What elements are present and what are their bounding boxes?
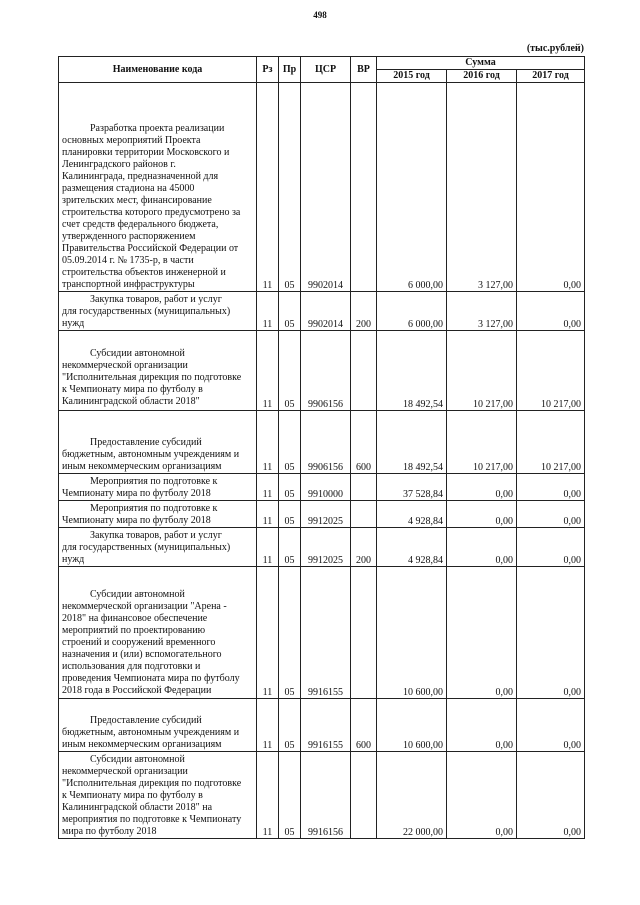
- row-name: [59, 83, 257, 292]
- row-csr: 9916155: [301, 567, 351, 699]
- units-label: (тыс.рублей): [526, 43, 584, 54]
- row-y2015: 10 600,00: [377, 699, 447, 752]
- row-name-line: 2018 года в Российской Федерации: [62, 685, 212, 696]
- header-vr: ВР: [351, 57, 377, 83]
- table-row: [59, 699, 585, 752]
- row-y2015: 37 528,84: [377, 474, 447, 501]
- row-name-line: Закупка товаров, работ и услуг: [90, 530, 222, 541]
- row-pr: 05: [279, 699, 301, 752]
- row-y2017: 0,00: [517, 699, 585, 752]
- header-csr: ЦСР: [301, 57, 351, 83]
- row-y2016: 0,00: [447, 752, 517, 839]
- row-rz: 11: [257, 501, 279, 528]
- row-pr: 05: [279, 292, 301, 331]
- row-y2016: 0,00: [447, 567, 517, 699]
- row-name-line: транспортной инфраструктуры: [62, 279, 195, 290]
- row-name: [59, 699, 257, 752]
- row-csr: 9902014: [301, 292, 351, 331]
- header-name: Наименование кода: [59, 57, 257, 83]
- row-name-line: планировки территории Московского и: [62, 147, 230, 158]
- row-vr: [351, 331, 377, 411]
- row-csr: 9916155: [301, 699, 351, 752]
- row-y2016: 0,00: [447, 501, 517, 528]
- row-name-line: Ленинградского районов г.: [62, 159, 176, 170]
- row-name-line: некоммерческой организации "Арена -: [62, 601, 227, 612]
- row-name: [59, 474, 257, 501]
- row-csr: 9910000: [301, 474, 351, 501]
- row-rz: 11: [257, 474, 279, 501]
- row-pr: 05: [279, 501, 301, 528]
- row-y2015: 10 600,00: [377, 567, 447, 699]
- row-name-line: Чемпионату мира по футболу 2018: [62, 488, 211, 499]
- row-pr: 05: [279, 83, 301, 292]
- header-rz: Рз: [257, 57, 279, 83]
- row-name-line: мероприятия по подготовке к Чемпионату: [62, 814, 242, 825]
- row-pr: 05: [279, 752, 301, 839]
- row-rz: 11: [257, 567, 279, 699]
- row-name: [59, 528, 257, 567]
- row-vr: 600: [351, 411, 377, 474]
- row-name-line: Предоставление субсидий: [90, 437, 202, 448]
- row-y2015: 22 000,00: [377, 752, 447, 839]
- row-y2017: 0,00: [517, 567, 585, 699]
- row-name-line: 05.09.2014 г. № 1735-р, в части: [62, 255, 194, 266]
- row-name: [59, 567, 257, 699]
- row-name-line: бюджетным, автономным учреждениям и: [62, 727, 240, 738]
- table-row: [59, 528, 585, 567]
- row-name-line: Правительства Российской Федерации от: [62, 243, 239, 254]
- row-name: [59, 292, 257, 331]
- table-row: [59, 292, 585, 331]
- row-name-line: нужд: [62, 318, 85, 329]
- row-name-line: к Чемпионату мира по футболу в: [62, 790, 203, 801]
- header-2015: 2015 год: [377, 70, 447, 83]
- row-name-line: 2018" на финансовое обеспечение: [62, 613, 208, 624]
- row-csr: 9902014: [301, 83, 351, 292]
- row-name: [59, 752, 257, 839]
- table-row: [59, 567, 585, 699]
- row-csr: 9912025: [301, 528, 351, 567]
- row-name-line: Калининградской области 2018" на: [62, 802, 213, 813]
- header-sum: Сумма: [377, 57, 585, 70]
- row-name-line: Закупка товаров, работ и услуг: [90, 294, 222, 305]
- row-name-line: мероприятий по проектированию: [62, 625, 206, 636]
- row-y2017: 0,00: [517, 501, 585, 528]
- header-2017: 2017 год: [517, 70, 585, 83]
- row-name-line: размещения стадиона на 45000: [62, 183, 195, 194]
- row-name-line: основных мероприятий Проекта: [62, 135, 201, 146]
- row-name-line: использования для подготовки и: [62, 661, 201, 672]
- table-row: [59, 752, 585, 839]
- row-y2016: 3 127,00: [447, 292, 517, 331]
- row-csr: 9912025: [301, 501, 351, 528]
- row-name-line: Калининграда, предназначенной для: [62, 171, 219, 182]
- row-y2015: 6 000,00: [377, 292, 447, 331]
- row-name-line: нужд: [62, 554, 85, 565]
- row-y2015: 18 492,54: [377, 411, 447, 474]
- header-2016: 2016 год: [447, 70, 517, 83]
- row-pr: 05: [279, 474, 301, 501]
- row-vr: [351, 567, 377, 699]
- row-name-line: утвержденного распоряжением: [62, 231, 196, 242]
- row-y2017: 10 217,00: [517, 331, 585, 411]
- row-y2015: 6 000,00: [377, 83, 447, 292]
- row-name-line: зрительских мест, финансирование: [62, 195, 212, 206]
- row-name-line: "Исполнительная дирекция по подготовке: [62, 778, 242, 789]
- budget-table: [58, 56, 585, 839]
- row-rz: 11: [257, 83, 279, 292]
- row-name-line: Субсидии автономной: [90, 348, 185, 359]
- row-csr: 9906156: [301, 411, 351, 474]
- table-row: [59, 331, 585, 411]
- row-name-line: некоммерческой организации: [62, 766, 188, 777]
- row-vr: [351, 501, 377, 528]
- page-number: 498: [313, 10, 327, 20]
- row-name-line: Чемпионату мира по футболу 2018: [62, 515, 211, 526]
- row-name-line: Субсидии автономной: [90, 589, 185, 600]
- row-name: [59, 331, 257, 411]
- row-y2017: 0,00: [517, 474, 585, 501]
- row-vr: 200: [351, 292, 377, 331]
- table-row: [59, 411, 585, 474]
- row-name-line: "Исполнительная дирекция по подготовке: [62, 372, 242, 383]
- row-csr: 9906156: [301, 331, 351, 411]
- row-csr: 9916156: [301, 752, 351, 839]
- row-name-line: иным некоммерческим организациям: [62, 461, 222, 472]
- row-y2016: 0,00: [447, 528, 517, 567]
- row-y2016: 10 217,00: [447, 411, 517, 474]
- row-name-line: строительства объектов инженерной и: [62, 267, 226, 278]
- row-y2017: 0,00: [517, 528, 585, 567]
- row-name-line: Мероприятия по подготовке к: [90, 476, 218, 487]
- row-y2015: 4 928,84: [377, 528, 447, 567]
- row-vr: [351, 83, 377, 292]
- row-name-line: бюджетным, автономным учреждениям и: [62, 449, 240, 460]
- row-name-line: для государственных (муниципальных): [62, 542, 231, 553]
- row-pr: 05: [279, 567, 301, 699]
- row-name-line: мира по футболу 2018: [62, 826, 157, 837]
- table-row: [59, 501, 585, 528]
- row-name-line: Калининградской области 2018": [62, 396, 200, 407]
- row-y2017: 0,00: [517, 83, 585, 292]
- row-pr: 05: [279, 411, 301, 474]
- row-name: [59, 411, 257, 474]
- row-y2017: 0,00: [517, 752, 585, 839]
- row-name-line: Предоставление субсидий: [90, 715, 202, 726]
- row-y2016: 0,00: [447, 699, 517, 752]
- row-y2016: 10 217,00: [447, 331, 517, 411]
- row-name-line: для государственных (муниципальных): [62, 306, 231, 317]
- row-y2015: 18 492,54: [377, 331, 447, 411]
- row-name-line: некоммерческой организации: [62, 360, 188, 371]
- table-row: [59, 474, 585, 501]
- row-name-line: Разработка проекта реализации: [90, 123, 225, 134]
- row-name-line: проведения Чемпионата мира по футболу: [62, 673, 240, 684]
- row-name-line: к Чемпионату мира по футболу в: [62, 384, 203, 395]
- row-name-line: Субсидии автономной: [90, 754, 185, 765]
- row-name-line: назначения и (или) вспомогательного: [62, 649, 222, 660]
- row-vr: 200: [351, 528, 377, 567]
- header-pr: Пр: [279, 57, 301, 83]
- row-name-line: иным некоммерческим организациям: [62, 739, 222, 750]
- table-row: [59, 83, 585, 292]
- row-y2016: 3 127,00: [447, 83, 517, 292]
- row-vr: [351, 752, 377, 839]
- row-rz: 11: [257, 292, 279, 331]
- row-vr: 600: [351, 699, 377, 752]
- row-name: [59, 501, 257, 528]
- row-vr: [351, 474, 377, 501]
- row-rz: 11: [257, 699, 279, 752]
- row-y2017: 10 217,00: [517, 411, 585, 474]
- row-y2016: 0,00: [447, 474, 517, 501]
- row-rz: 11: [257, 528, 279, 567]
- row-rz: 11: [257, 331, 279, 411]
- row-name-line: Мероприятия по подготовке к: [90, 503, 218, 514]
- row-y2015: 4 928,84: [377, 501, 447, 528]
- table-body: [59, 83, 585, 839]
- row-rz: 11: [257, 752, 279, 839]
- row-y2017: 0,00: [517, 292, 585, 331]
- row-name-line: строений и сооружений временного: [62, 637, 216, 648]
- row-name-line: строительства которого предусмотрено за: [62, 207, 241, 218]
- row-rz: 11: [257, 411, 279, 474]
- row-pr: 05: [279, 528, 301, 567]
- row-pr: 05: [279, 331, 301, 411]
- row-name-line: счет средств федерального бюджета,: [62, 219, 219, 230]
